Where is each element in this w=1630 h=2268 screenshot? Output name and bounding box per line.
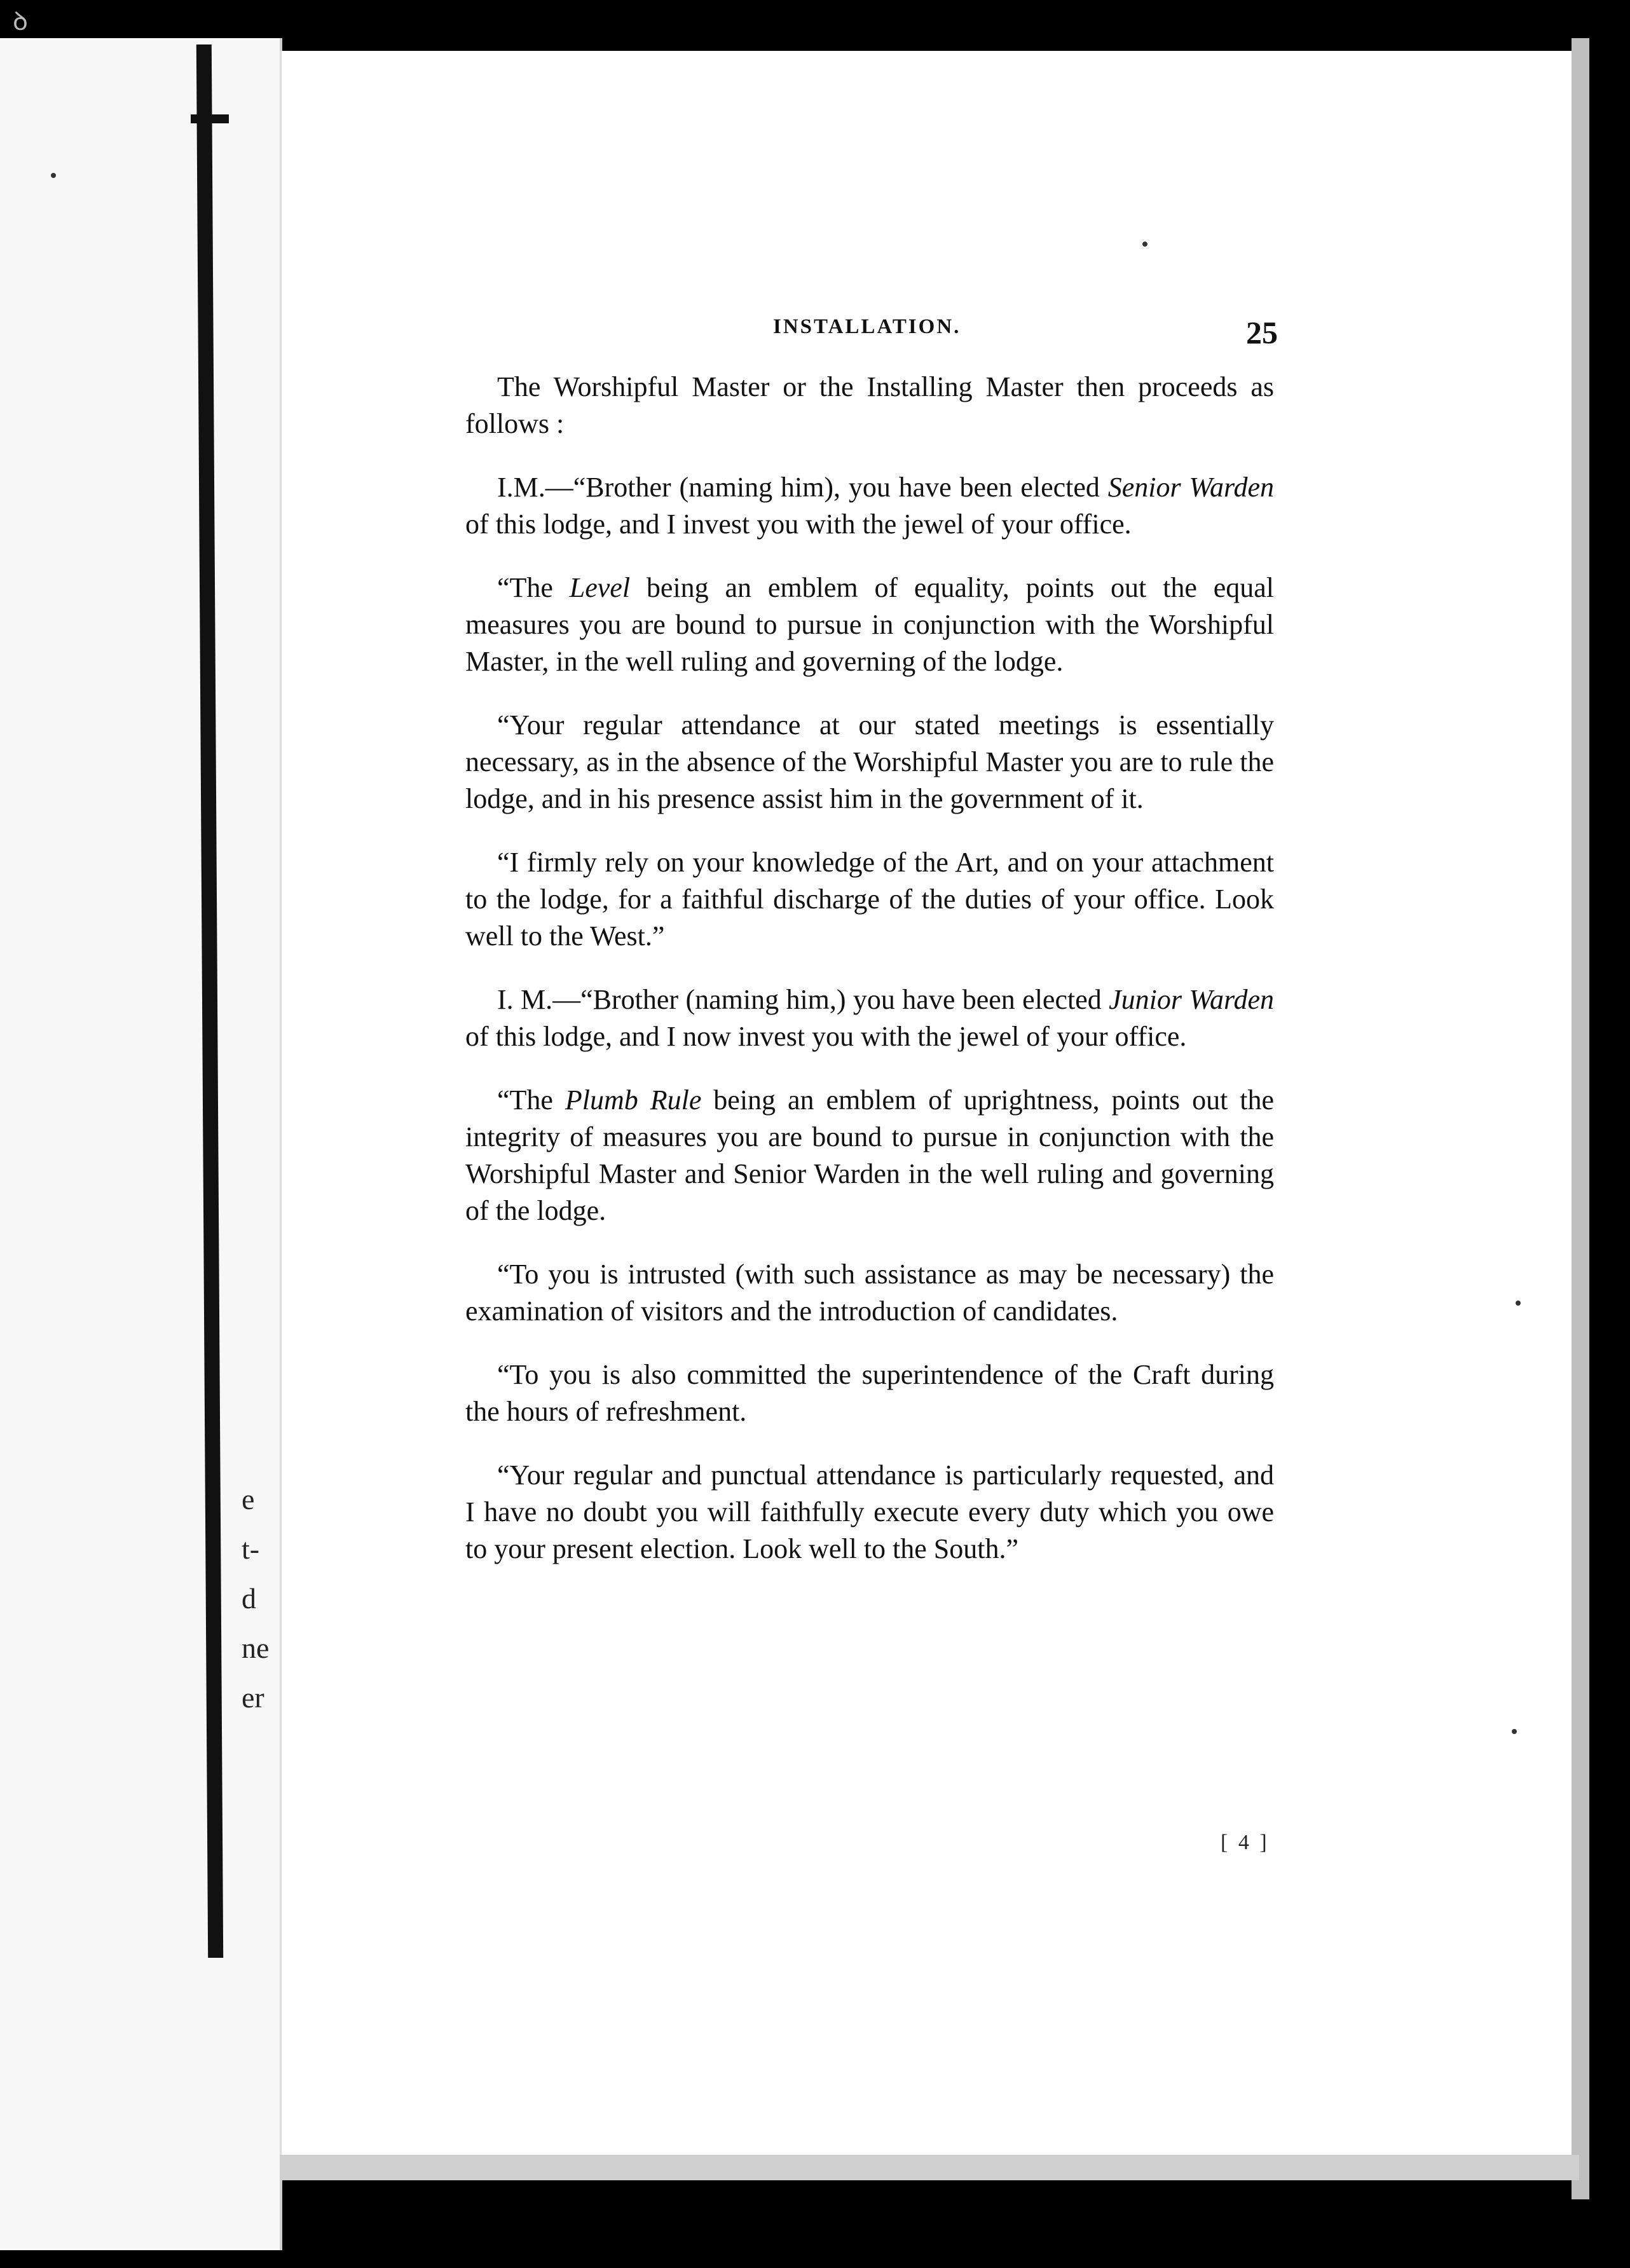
paragraph [465,469,1274,543]
paragraph [465,981,1274,1055]
paragraph-text: being an emblem of uprightness, points out the integrity of measures you are bound to pursue in conjunction with the Worshipful Master and Senior Warden in the well ruling and governing of the lodge. [465,1084,1274,1226]
left-fragment: t- [242,1533,260,1565]
paragraph-text: “To you is also committed the superintendence of the Craft during the hours of refreshment. [465,1359,1274,1427]
page-number: 25 [1246,315,1278,350]
paragraph [465,1356,1274,1430]
scan-speck [51,173,56,178]
paragraph [465,844,1274,955]
paragraph [465,1457,1274,1568]
paragraph-text: “I firmly rely on your knowledge of the Art, and on your attachment to the lodge, for a faithful discharge of the duties of your office. Look well to the West.” [465,847,1274,952]
body-text [465,369,1274,1594]
paragraph [465,707,1274,817]
left-page [0,38,282,2250]
page-edge-shadow [1572,38,1589,2199]
left-fragment: e [242,1483,255,1515]
paragraph-text: “To you is intrusted (with such assistance as may be necessary) the examination of visitors and the introduction of candidates. [465,1259,1274,1327]
scan-speck [1516,1301,1521,1306]
left-fragment: er [242,1681,264,1714]
paragraph-text: I.M.—“Brother (naming him), you have been elected [497,472,1108,503]
left-page-fragments [242,1475,280,1723]
paragraph-text: of this lodge, and I invest you with the jewel of your office. [465,509,1132,540]
paragraph-text: The Worshipful Master or the Installing Master then proceeds as follows : [465,371,1274,439]
emphasized-term: Senior Warden [1107,472,1274,503]
running-header: INSTALLATION. [773,315,961,338]
page-bottom-edge [280,2155,1579,2180]
paragraph [465,1256,1274,1330]
paragraph-text: being an emblem of equality, points out the equal measures you are bound to pursue in conjunction with the Worshipful Master, in the well ruling and governing of the lodge. [465,572,1274,677]
emphasized-term: Level [569,572,631,603]
paragraph [465,369,1274,442]
scan-speck [1512,1729,1517,1734]
left-fragment: ne [242,1632,270,1664]
signature-mark: [ 4 ] [1221,1831,1270,1854]
emphasized-term: Plumb Rule [565,1084,702,1116]
paragraph-text: “The [497,1084,565,1116]
paragraph-text: “The [497,572,570,603]
paragraph-text: “Your regular attendance at our stated meetings is essentially necessary, as in the absence of the Worshipful Master you are to rule the lodge, and in his presence assist him in the government of it. [465,709,1274,814]
left-fragment: d [242,1582,256,1615]
scan-speck [1142,242,1147,247]
paragraph-text: “Your regular and punctual attendance is particularly requested, and I have no doubt you will faithfully execute every duty which you owe to your present election. Look well to the South.” [465,1459,1274,1564]
paragraph [465,570,1274,680]
paragraph-text: of this lodge, and I now invest you with the jewel of your office. [465,1021,1187,1052]
emphasized-term: Junior Warden [1109,984,1274,1015]
paragraph-text: I. M.—“Brother (naming him,) you have been elected [497,984,1109,1015]
paragraph [465,1082,1274,1229]
corner-mark-icon: ꝺ [13,7,28,36]
